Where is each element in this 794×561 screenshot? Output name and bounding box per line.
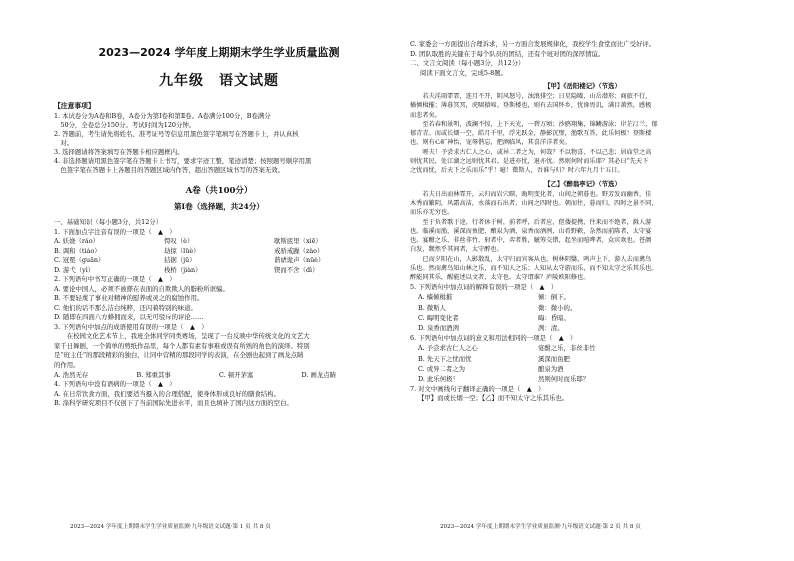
- passage-line: 已而夕阳在山，人影散乱，太守归而宾客从也。树林阴翳，鸣声上下，游人去而禽鸟: [422, 255, 652, 263]
- q2-option: D. 随即在四面八方蜂拥而来，以无可驳斥的评论……: [54, 313, 204, 321]
- option-cell: 谐谑诡声（nüè）: [274, 256, 325, 264]
- passage-line: 也。临溪而渔，溪深而鱼肥，酿泉为酒，泉香而酒洌，山肴野蔌，杂然而前陈者，太守宴: [410, 227, 652, 235]
- q3-passage-line: 在校园文化艺术节上，我班全体同学同类赛场，呈现了一台反映中华传统文化的文艺大: [54, 332, 310, 340]
- q3-passage-line: 是“班主任”的那段精彩的独白，让同中营精的那段同学的表演，在全剧也起到了画龙点睛: [54, 351, 304, 359]
- option-cell: 洌：清。: [538, 324, 564, 333]
- q4-option: C. 家委会一方面提出合理诉求，另一方面合发展规律化，我校学生食堂而比广受好评。: [410, 40, 656, 48]
- passage-line: 则忧其民，处江湖之远则忧其君。是进亦忧，退亦忧。然则何时而乐耶？其必曰“先天下: [410, 158, 649, 166]
- q3-options: [54, 370, 384, 380]
- question-1: 1. 下面加点字注音有误的一项是（ ▲ ）: [54, 227, 176, 236]
- passage-line: 樯倾楫摧；薄暮冥冥，虎啸猿啼。登斯楼也，则有去国怀乡，忧谗畏讥，满目萧然，感极: [410, 102, 652, 110]
- q5-option-row: [410, 292, 755, 302]
- passage-line: 木秀而繁阴，风霜高洁，水落而石出者，山间之四时也。朝而往，暮而归，四时之景不同，: [410, 199, 658, 207]
- page-footer-left: 2023—2024 学年度上期期末学生学业质量监测·九年级语文试题·第 1 页 共 8 页: [70, 524, 271, 530]
- passage-line: 而悲者矣。: [410, 111, 441, 119]
- option-cell: 微：微小的。: [538, 303, 577, 312]
- option-cell: 倾：倒下。: [538, 293, 570, 302]
- option-cell: 溪深而鱼肥: [538, 354, 570, 363]
- q7-sentence: 【甲】而或长烟一空；【乙】而不知太守之乐其乐也。: [418, 394, 569, 403]
- option-cell: 栈桥（jiàn）: [164, 265, 202, 274]
- q1-option-row: [54, 237, 384, 247]
- option-cell: C. 或异二者之为: [418, 365, 466, 374]
- note-line: 50分，全卷总分150分。考试时间为120分钟。: [54, 121, 196, 129]
- passage-line: 醉能同其乐，醒能述以文者，太守也。太守谓谁？庐陵欧阳修也。: [410, 274, 590, 282]
- question-3: 3. 下列语句中加点的成语使用有误的一项是（ ▲ ）: [54, 322, 208, 331]
- q1-option-row: [54, 256, 384, 266]
- option-cell: 宴酣之乐，非丝非竹: [538, 344, 596, 353]
- question-2: 2. 下列语句中书写正确的一项是（ ▲ ）: [54, 275, 176, 283]
- option-cell: A. 予尝求古仁人之心: [418, 344, 478, 353]
- passage-line: 嗟夫！予尝求古仁人之心，或异二者之为，何哉？不以物喜，不以己悲；居庙堂之高: [422, 148, 652, 156]
- page-footer-right: 2023—2024 学年度上期期末学生学业质量监测·九年级语文试题·第 2 页 共 8 页: [440, 524, 641, 530]
- option-cell: 酿泉为酒: [538, 365, 564, 374]
- passage-line: 白发，颓然乎其间者，太守醉也。: [410, 246, 503, 254]
- q3-passage-line: 家千日舞剧，一个简单的剪纸作品里，每个人都有素有事难或误有所熟的角色的演绎。特别: [54, 341, 310, 350]
- question-7: 7. 对文中画线句子翻译正确的一项是（ ▲ ）: [410, 384, 545, 393]
- option-cell: 戒骄戒躁（zào）: [274, 246, 324, 255]
- q5-option-row: [410, 303, 755, 313]
- passage-jia-title: 【甲】《岳阳楼记》（节选）: [544, 82, 621, 90]
- passage-line: 至于负者歌于途，行者休于树，前者呼，后者应，伛偻提携，往来而不绝者，滁人游: [422, 218, 652, 226]
- option-cell: D. 游弋（yì）: [54, 265, 95, 274]
- option-cell: 锲而不舍（dì）: [274, 265, 319, 274]
- q2-option: A. 要论中国人，必须不被搽在表面的自欺欺人的脂粉所诓骗。: [54, 284, 229, 293]
- option-cell: C. 晦明变化者: [418, 313, 459, 322]
- left-page: [54, 40, 384, 530]
- option-cell: 晦：昏暗。: [538, 313, 570, 322]
- option-cell: B. 微斯人: [418, 303, 446, 312]
- passage-line: 若夫日出而林霏开，云归而岩穴暝，晦明变化者，山间之朝暮也。野芳发而幽香，佳: [422, 190, 652, 198]
- passage-line: 而乐亦无穷也。: [410, 209, 454, 217]
- option-cell: 劫掠（lüè）: [164, 246, 200, 255]
- passage-line: 若夫淫雨霏霏，连月不开，阴风怒号，浊浪排空；日星隐曜，山岳潜形；商旅不行，: [422, 93, 652, 100]
- option-cell: B. 调和（tiáo）: [54, 246, 101, 255]
- exam-subtitle: 九年级 语文试题: [159, 73, 279, 89]
- q4-option: B. 涤科学研究项目不仅创下了当前国际先进水平，而且也填补了国内这方面的空白。: [54, 399, 293, 407]
- option-cell: 然则何时而乐耶？: [538, 375, 590, 384]
- notes-heading: 【注意事项】: [54, 102, 95, 110]
- q5-option-row: [410, 313, 755, 323]
- option-cell: 拮据（jū）: [164, 256, 196, 264]
- note-line: 1. 本试卷分为A卷和B卷，A卷分为第Ⅰ卷和第Ⅱ卷。A卷满分100分，B卷满分: [54, 112, 271, 120]
- q3-option: D. 画龙点睛: [301, 371, 337, 379]
- q5-option-row: [410, 323, 755, 333]
- right-page: [410, 40, 755, 530]
- question-6: 6. 下列语句中加点词的意义和用法相同的一项是（ ▲ ）: [410, 333, 577, 342]
- question-5: 5. 下列语句中加点词的解释有误的一项是（ ▲ ）: [410, 282, 558, 291]
- option-cell: C. 冠冕（guān）: [54, 256, 105, 264]
- q3-option: C. 顿开茅塞: [219, 371, 254, 379]
- q1-option-row: [54, 266, 384, 276]
- option-cell: 歇斯底里（xiē）: [274, 237, 322, 245]
- q3-option: A. 浩然无存: [54, 371, 89, 379]
- q3-passage-line: 的作用。: [54, 360, 80, 369]
- section-a-title: A卷（共100分）: [185, 186, 253, 196]
- note-line: 对。: [54, 139, 74, 147]
- passage-line: 乐也。然而禽鸟知山林之乐，而不知人之乐；人知从太守游而乐，而不知太守之乐其乐也。: [410, 265, 658, 273]
- note-line: 3. 选择题请将答案填写在答题卡相应题框内。: [54, 148, 184, 156]
- note-line: 色签字笔在答题卡上各题目的答题区域内作答，超出答题区域书写的答案无效。: [54, 166, 285, 174]
- section1-heading: 一、基础知识（每小题3分，共12分）: [54, 218, 163, 226]
- option-cell: B. 先天下之忧而忧: [418, 354, 472, 363]
- section2-heading: 二、文言文阅读（每小题3分，共12分）: [410, 59, 525, 67]
- q2-option: C. 他们的话不那么洁白纯粹，还闪着特别的味道。: [54, 303, 197, 312]
- part1-title: 第Ⅰ卷（选择题，共24分）: [173, 202, 265, 211]
- exam-title: 2023—2024 学年度上期期末学生学业质量监测: [98, 46, 340, 59]
- q4-option: A. 在日常饮食方面，我们要适当摄入的合理搭配，使身体形成良好的膳食结构。: [54, 389, 280, 398]
- q4-option: D. 团队取胜的关键在于每个队员的团结，还有个班对团的深厚情谊。: [410, 49, 605, 58]
- passage-line: 至若春和景明，波澜不惊，上下天光，一碧万顷；沙鸥翔集，锦鳞游泳；岸芷汀兰，郁: [422, 120, 658, 128]
- passage-line: 也，则有心旷神怡，宠辱偕忘，把酒临风，其喜洋洋者矣。: [410, 139, 571, 147]
- option-cell: D. 泉香而酒洌: [418, 324, 459, 333]
- passage-yi-title: 【乙】《醉翁亭记》（节选）: [544, 179, 621, 188]
- q6-option-row: [410, 343, 755, 353]
- notes-list: [54, 112, 384, 175]
- option-cell: 愕叹（è）: [164, 237, 194, 245]
- q6-option-row: [410, 364, 755, 374]
- note-line: 2. 答题前，考生请先将姓名、准考证号等信息用黑色签字笔填写在答题卡上，并认真核: [54, 130, 299, 138]
- passage-line: 之忧而忧，后天下之乐而乐”乎！噫！微斯人，吾谁与归？时六年九月十五日。: [410, 167, 624, 175]
- q6-option-row: [410, 354, 755, 364]
- q2-option: B. 不要轻蔑了事业对精神的慰养或灵之的腐蚀作用。: [54, 294, 204, 302]
- question-4: 4. 下列语句中没有语病的一项是（ ▲ ）: [54, 380, 176, 388]
- q1-option-row: [54, 247, 384, 257]
- option-cell: A. 妖娆（ráo）: [54, 237, 99, 245]
- q6-option-row: [410, 374, 755, 384]
- q3-option: B. 郑重其事: [136, 371, 171, 379]
- option-cell: A. 樯倾楫摧: [418, 293, 453, 302]
- passage-line: 也。宴酣之乐，非丝非竹，射者中，弈者胜，觥筹交错，起坐而喧哗者，众宾欢也。苍颜: [410, 237, 652, 245]
- section2-intro: 阅读下面文言文，完成5-8题。: [420, 68, 507, 77]
- note-line: 4. 非选择题请用黑色签字笔在答题卡上书写，要求字迹工整，笔迹清楚；按照题号顺序用黑: [54, 157, 312, 165]
- option-cell: D. 此乐何极！: [418, 375, 459, 384]
- passage-line: 郁青青。而或长烟一空，皓月千里，浮光跃金，静影沉璧，渔歌互答，此乐何极！登斯楼: [410, 130, 652, 138]
